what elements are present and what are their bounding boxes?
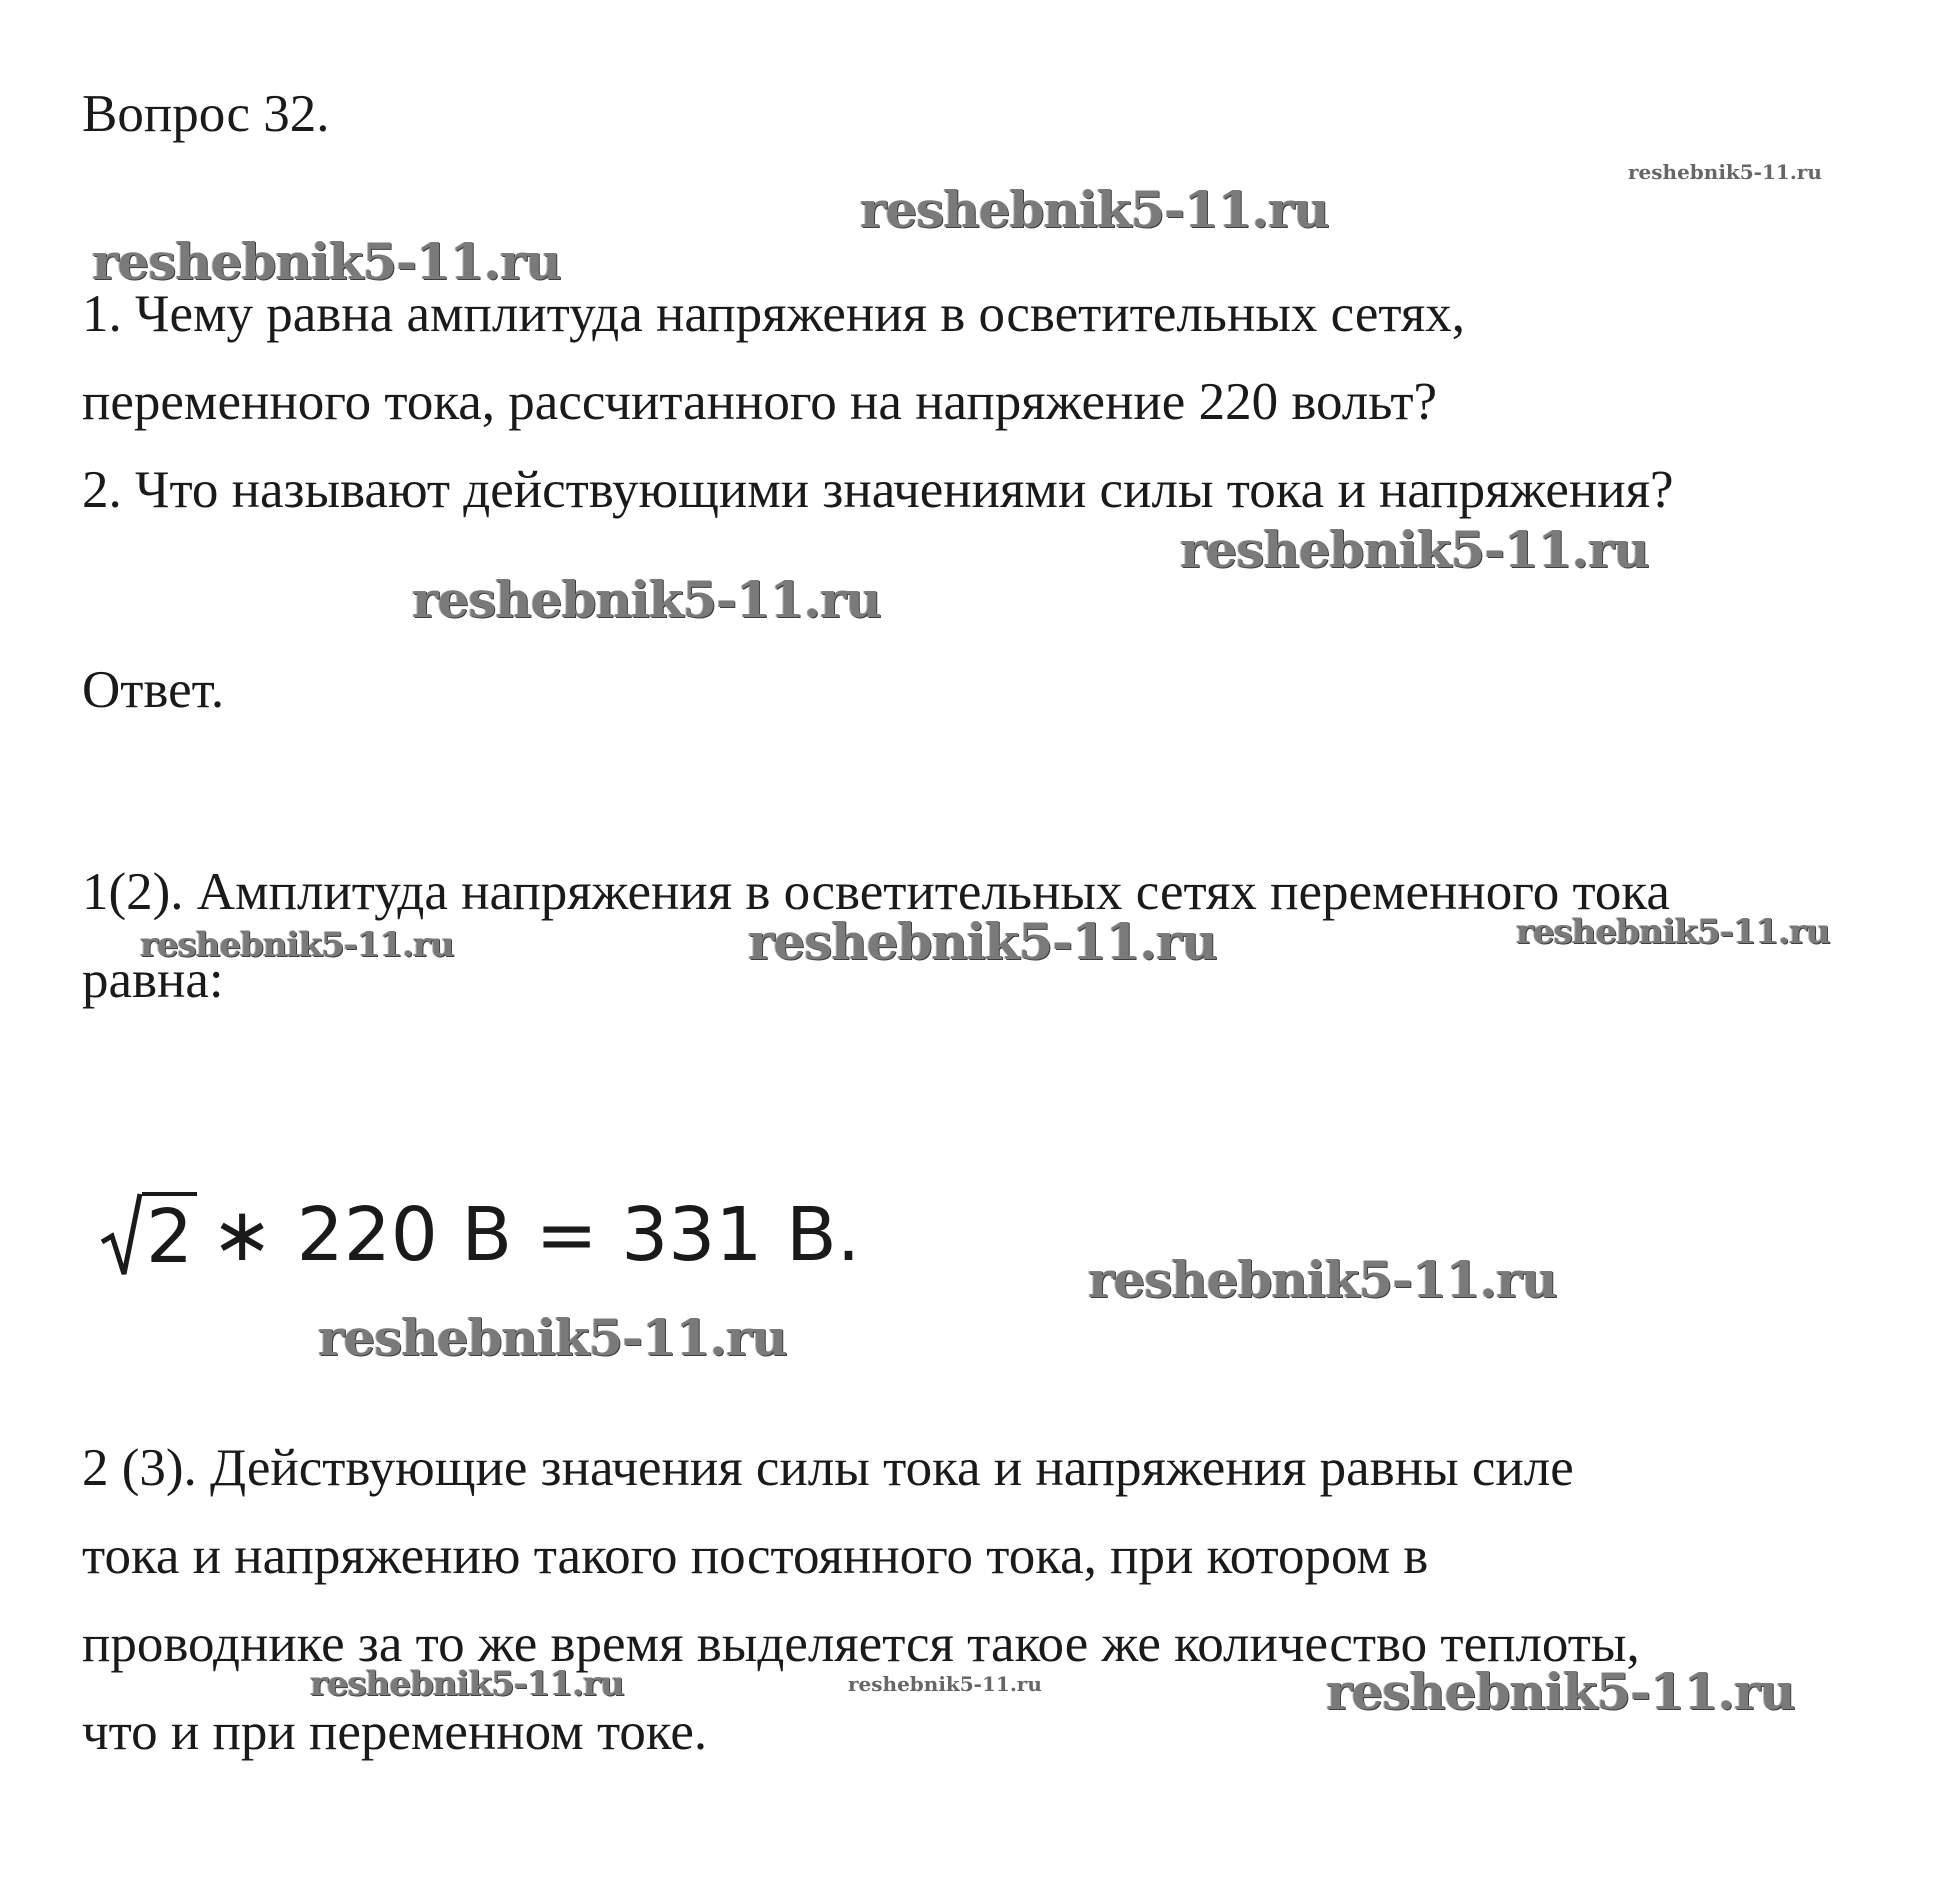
watermark: reshebnik5-11.ru [1088, 1250, 1557, 1309]
radicand: 2 [142, 1192, 197, 1278]
watermark: reshebnik5-11.ru [1180, 520, 1649, 579]
radical-sign-icon [100, 1192, 142, 1278]
formula-result: ∗ 220 В = 331 В. [211, 1192, 861, 1278]
question-title: Вопрос 32. [82, 85, 330, 143]
question-line: переменного тока, рассчитанного на напряжение 220 вольт? [82, 373, 1438, 431]
amplitude-formula [100, 1190, 860, 1280]
watermark: reshebnik5-11.ru [310, 1664, 624, 1704]
watermark: reshebnik5-11.ru [848, 1672, 1042, 1696]
answer-line: равна: [82, 951, 224, 1009]
answer-line: 1(2). Амплитуда напряжения в осветительных сетях переменного тока [82, 863, 1670, 921]
watermark: reshebnik5-11.ru [748, 912, 1217, 971]
watermark: reshebnik5-11.ru [92, 232, 561, 291]
watermark: reshebnik5-11.ru [860, 180, 1329, 239]
question-line: 2. Что называют действующими значениями силы тока и напряжения? [82, 461, 1674, 519]
watermark: reshebnik5-11.ru [140, 925, 454, 965]
watermark: reshebnik5-11.ru [412, 570, 881, 629]
sqrt-symbol [100, 1192, 197, 1278]
answer-line: проводнике за то же время выделяется такое же количество теплоты, [82, 1615, 1640, 1673]
answer-line: 2 (3). Действующие значения силы тока и напряжения равны силе [82, 1439, 1574, 1497]
watermark: reshebnik5-11.ru [1628, 160, 1822, 184]
answer-line: что и при переменном токе. [82, 1703, 708, 1761]
answer-label: Ответ. [82, 661, 225, 719]
watermark: reshebnik5-11.ru [1516, 912, 1830, 952]
watermark: reshebnik5-11.ru [1326, 1662, 1795, 1721]
watermark: reshebnik5-11.ru [318, 1308, 787, 1367]
answer-line: тока и напряжению такого постоянного тока, при котором в [82, 1527, 1429, 1585]
question-line: 1. Чему равна амплитуда напряжения в осветительных сетях, [82, 285, 1465, 343]
